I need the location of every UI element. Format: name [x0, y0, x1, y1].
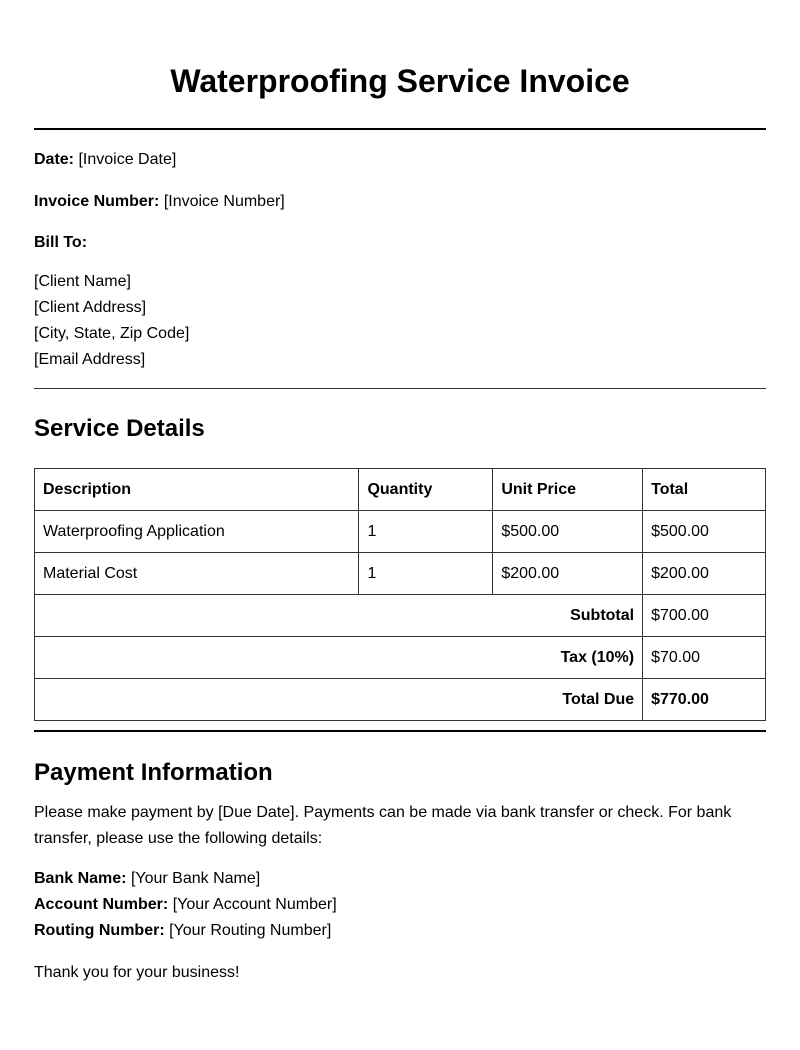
- bank-details: [34, 866, 766, 944]
- subtotal-value: $700.00: [643, 595, 766, 637]
- table-header-row: [35, 469, 766, 511]
- routing-number-value: [Your Routing Number]: [169, 922, 332, 939]
- table-row: [35, 511, 766, 553]
- client-email: [Email Address]: [34, 351, 146, 368]
- column-header-unit-price: Unit Price: [493, 469, 643, 511]
- row-description: Waterproofing Application: [35, 511, 359, 553]
- date-field: [34, 150, 766, 170]
- header-divider: [34, 128, 766, 130]
- bill-to-address: [34, 269, 766, 373]
- invoice-number-value: [Invoice Number]: [163, 193, 285, 210]
- row-unit-price: $200.00: [493, 553, 643, 595]
- tax-label: Tax (10%): [35, 637, 643, 679]
- bank-name-field: [34, 866, 766, 892]
- invoice-page: [34, 0, 766, 986]
- account-number-value: [Your Account Number]: [172, 896, 337, 913]
- table-divider: [34, 730, 766, 732]
- row-description: Material Cost: [35, 553, 359, 595]
- page-title: Waterproofing Service Invoice: [170, 63, 630, 99]
- routing-number-label: Routing Number:: [34, 922, 165, 939]
- client-address: [Client Address]: [34, 299, 147, 316]
- bank-name-label: Bank Name:: [34, 870, 127, 887]
- total-due-value: $770.00: [643, 679, 766, 721]
- column-header-quantity: Quantity: [359, 469, 493, 511]
- column-header-total: Total: [643, 469, 766, 511]
- payment-information-heading: Payment Information: [34, 759, 273, 786]
- tax-value: $70.00: [643, 637, 766, 679]
- account-number-field: [34, 892, 766, 918]
- row-quantity: 1: [359, 511, 493, 553]
- service-details-heading: Service Details: [34, 415, 205, 442]
- row-total: $500.00: [643, 511, 766, 553]
- payment-instructions: Please make payment by [Due Date]. Payments can be made via bank transfer or check. For bank transfer, please use the following details:: [34, 804, 732, 847]
- invoice-number-label: Invoice Number:: [34, 193, 160, 210]
- client-city-state-zip: [City, State, Zip Code]: [34, 325, 190, 342]
- subtotal-row: [35, 595, 766, 637]
- total-due-row: [35, 679, 766, 721]
- table-row: [35, 553, 766, 595]
- row-quantity: 1: [359, 553, 493, 595]
- bank-name-value: [Your Bank Name]: [130, 870, 261, 887]
- service-details-table: [34, 468, 766, 721]
- subtotal-label: Subtotal: [35, 595, 643, 637]
- row-unit-price: $500.00: [493, 511, 643, 553]
- column-header-description: Description: [35, 469, 359, 511]
- tax-row: [35, 637, 766, 679]
- routing-number-field: [34, 918, 766, 944]
- closing-message: Thank you for your business!: [34, 964, 240, 981]
- date-value: [Invoice Date]: [78, 151, 177, 168]
- date-label: Date:: [34, 151, 75, 168]
- account-number-label: Account Number:: [34, 896, 169, 913]
- row-total: $200.00: [643, 553, 766, 595]
- total-due-label: Total Due: [35, 679, 643, 721]
- invoice-number-field: [34, 192, 766, 212]
- client-name: [Client Name]: [34, 273, 131, 290]
- section-divider: [34, 388, 766, 389]
- bill-to-label: Bill To:: [34, 234, 88, 251]
